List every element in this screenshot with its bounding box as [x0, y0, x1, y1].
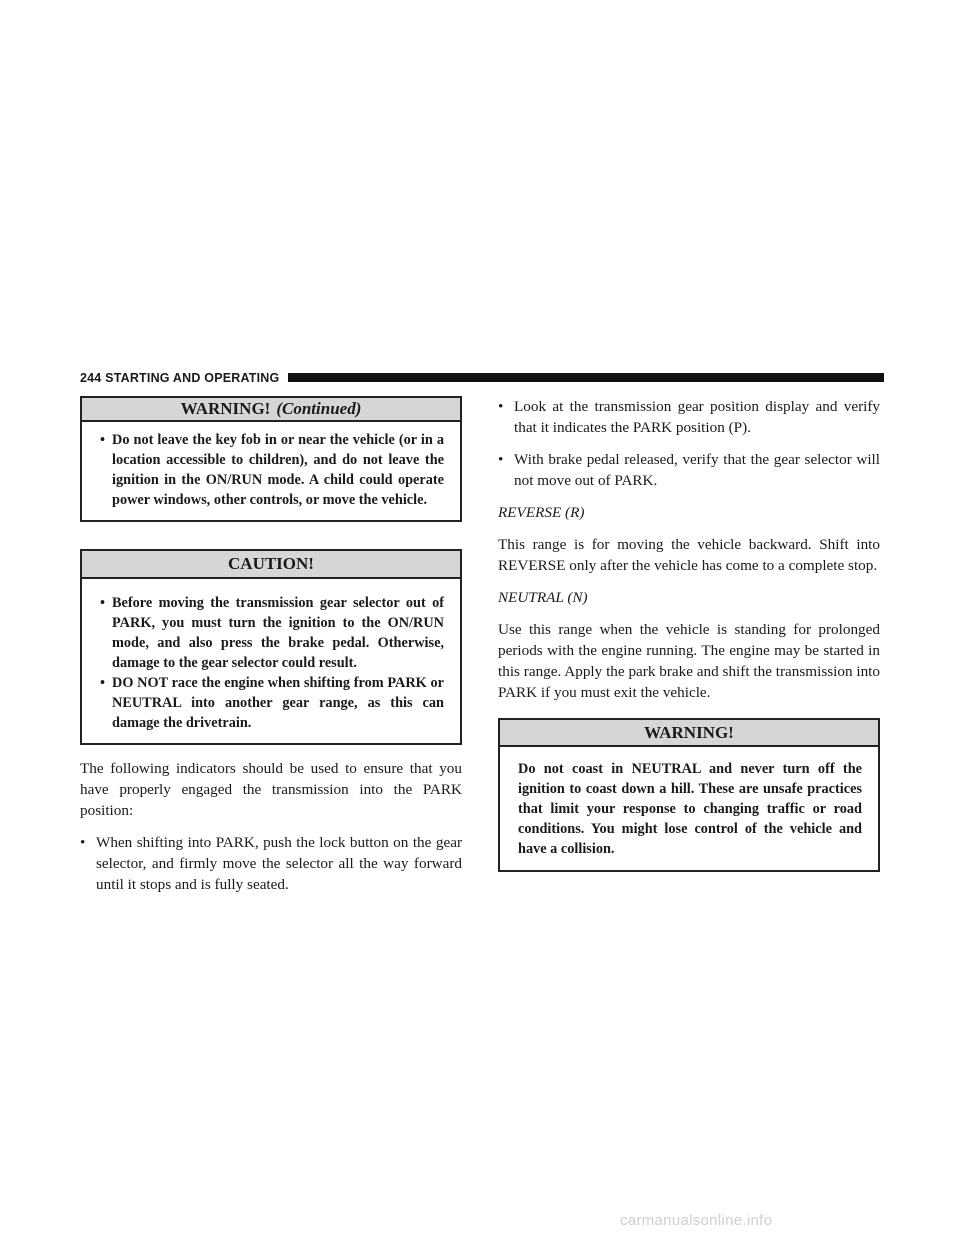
neutral-heading: NEUTRAL (N) — [498, 589, 588, 606]
page-header — [80, 370, 884, 386]
continued-label: (Continued) — [276, 399, 362, 418]
caution-body — [82, 579, 460, 743]
reverse-text: This range is for moving the vehicle backward. Shift into REVERSE only after the vehicle has come to a complete stop. — [498, 536, 880, 574]
warning-title: WARNING! — [180, 399, 271, 418]
right-column — [498, 396, 880, 872]
warning-item: • Do not leave the key fob in or near the vehicle (or in a location accessible to children), and do not leave the ignition in the ON/RUN mode. A child could operate power windows, other controls, or move the vehicle. — [100, 430, 444, 510]
section-title: STARTING AND OPERATING — [105, 371, 280, 385]
warning-neutral-box — [498, 718, 880, 872]
warning-continued-box — [80, 396, 462, 522]
page-number: 244 — [80, 371, 102, 385]
list-item: • With brake pedal released, verify that the gear selector will not move out of PARK. — [498, 449, 880, 491]
park-indicators-intro: The following indicators should be used to ensure that you have properly engaged the transmission into the PARK position: — [80, 760, 462, 819]
caution-heading: CAUTION! — [82, 551, 460, 579]
warning-neutral-heading: WARNING! — [500, 720, 878, 747]
caution-box — [80, 549, 462, 745]
left-column — [80, 396, 462, 895]
page-header-text — [80, 370, 279, 386]
park-indicators-list-right — [498, 396, 880, 491]
warning-continued-heading — [82, 398, 460, 422]
list-item: • When shifting into PARK, push the lock button on the gear selector, and firmly move the selector all the way forward until it stops and is fully seated. — [80, 832, 462, 895]
caution-item: • DO NOT race the engine when shifting from PARK or NEUTRAL into another gear range, as this can damage the drivetrain. — [100, 673, 444, 733]
header-rule — [288, 373, 884, 382]
reverse-heading: REVERSE (R) — [498, 504, 585, 521]
warning-continued-body — [82, 422, 460, 520]
neutral-text: Use this range when the vehicle is standing for prolonged periods with the engine running. The engine may be started in this range. Apply the park brake and shift the transmission into PARK if you must exit the vehicle. — [498, 621, 880, 701]
watermark-text: carmanualsonline.info — [620, 1212, 773, 1229]
list-item: • Look at the transmission gear position display and verify that it indicates the PARK position (P). — [498, 396, 880, 438]
caution-item: • Before moving the transmission gear selector out of PARK, you must turn the ignition to the ON/RUN mode, and also press the brake pedal. Otherwise, damage to the gear selector could result. — [100, 593, 444, 673]
park-indicators-list-left — [80, 832, 462, 895]
warning-neutral-body: Do not coast in NEUTRAL and never turn off the ignition to coast down a hill. These are unsafe practices that limit your response to changing traffic or road conditions. You might lose control of the vehicle and have a collision. — [518, 761, 862, 857]
